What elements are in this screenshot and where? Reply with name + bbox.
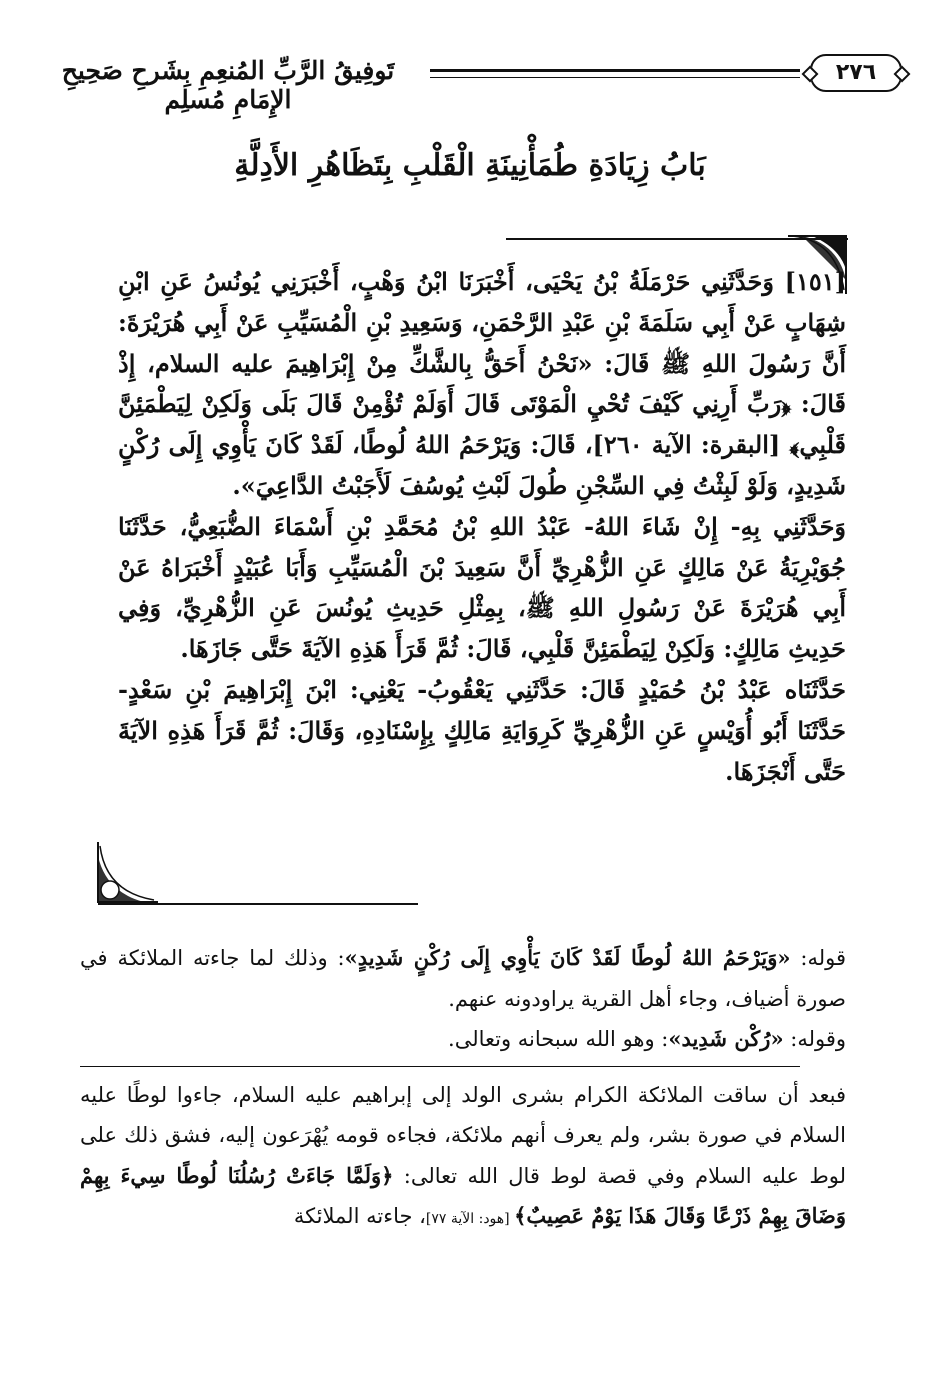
commentary-paragraph [80,1075,846,1240]
quran-reference: [هود: الآية ٧٧] [425,1211,515,1227]
book-title: تَوفِيقُ الرَّبِّ المُنعِمِ بِشَرحِ صَحِيحِ الإِمَامِ مُسلِم [61,56,395,114]
hadith-paragraph: حَدَّثَنَاه عَبْدُ بْنُ حُمَيْدٍ قَالَ: حَدَّثَنِي يَعْقُوبُ- يَعْنِي: ابْنَ إِبْرَاهِيمَ بْنِ سَعْدٍ- حَدَّثَنَا أَبُو أُوَيْسٍ عَنِ الزُّهْرِيِّ كَرِوَايَةِ مَالِكٍ بِإِسْنَادِهِ، وَقَالَ: ثُمَّ قَرَأَ هَذِهِ الآيَةَ حَتَّى أَنْجَزَهَا. [118,674,846,786]
commentary-quote: «رُكْن شَدِيد» [668,1026,784,1051]
hadith-paragraph: وَحَدَّثَنِي بِهِ- إِنْ شَاءَ اللهُ- عَبْدُ اللهِ بْنُ مُحَمَّدِ بْنِ أَسْمَاءَ الضُّبَعِيُّ، حَدَّثَنَا جُوَيْرِيَةُ عَنْ مَالِكٍ عَنِ الزُّهْرِيِّ أَنَّ سَعِيدَ بْنَ الْمُسَيِّبِ وَأَبَا عُبَيْدٍ أَخْبَرَاهُ عَنْ أَبِي هُرَيْرَةَ عَنْ رَسُولِ اللهِ ﷺ، بِمِثْلِ حَدِيثِ يُونُسَ عَنِ الزُّهْرِيِّ، وَفِي حَدِيثِ مَالِكٍ: وَلَكِنْ لِيَطْمَئِنَّ قَلْبِي، قَالَ: ثُمَّ قَرَأَ هَذِهِ الآيَةَ حَتَّى جَازَهَا. [118,511,846,664]
chapter-title: بَابُ زِيَادَةِ طُمَأْنِينَةِ الْقَلْبِ بِتَظَاهُرِ الأَدِلَّةِ [234,148,706,183]
header-rule [430,69,800,72]
hadith-paragraph: [١٥١] وَحَدَّثَنِي حَرْمَلَةُ بْنُ يَحْيَى، أَخْبَرَنَا ابْنُ وَهْبٍ، أَخْبَرَنِي يُونُسُ عَنِ ابْنِ شِهَابٍ عَنْ أَبِي سَلَمَةَ بْنِ عَبْدِ الرَّحْمَنِ، وَسَعِيدِ بْنِ الْمُسَيِّبِ عَنْ أَبِي هُرَيْرَةَ: أَنَّ رَسُولَ اللهِ ﷺ قَالَ: «نَحْنُ أَحَقُّ بِالشَّكِّ مِنْ إِبْرَاهِيمَ عليه السلام، إِذْ قَالَ: ﴿رَبِّ أَرِنِي كَيْفَ تُحْيِ الْمَوْتَى قَالَ أَوَلَمْ تُؤْمِنْ قَالَ بَلَى وَلَكِنْ لِيَطْمَئِنَّ قَلْبِي﴾ [البقرة: الآية ٢٦٠]، قَالَ: وَيَرْحَمُ اللهُ لُوطًا، لَقَدْ كَانَ يَأْوِي إِلَى رُكْنٍ شَدِيدٍ، وَلَوْ لَبِثْتُ فِي السِّجْنِ طُولَ لَبْثِ يُوسُفَ لَأَجَبْتُ الدَّاعِيَ». [118,267,846,500]
commentary-lead: قوله: [790,946,847,970]
corner-ornament-icon [96,842,158,904]
commentary-text: : وهو الله سبحانه وتعالى. [448,1027,669,1051]
commentary-text: : وذلك لما جاءته الملائكة في صورة أضياف، وجاء أهل القرية يراودونه عنهم. [80,946,846,1011]
header-rule-thin [430,77,800,78]
commentary [80,938,846,1240]
section-divider [80,1066,800,1067]
commentary-paragraph [80,938,846,1019]
page-number: ٢٧٦ [810,54,902,92]
quran-quote: ﴿وَلَمَّا جَاءَتْ رُسُلُنَا لُوطًا سِيءَ بِهِمْ وَضَاقَ بِهِمْ ذَرْعًا وَقَالَ هَذَا يَوْمٌ عَصِيبٌ﴾ [80,1162,846,1228]
commentary-paragraph [80,1019,846,1060]
commentary-quote: «وَيَرْحَمُ اللهُ لُوطًا لَقَدْ كَانَ يَأْوِي إِلَى رُكْنٍ شَدِيدٍ» [344,945,791,970]
page-header [58,50,896,114]
commentary-text: فبعد أن ساقت الملائكة الكرام بشرى الولد إلى إبراهيم عليه السلام، جاءوا لوطًا عليه السلام في صورة بشر، ولم يعرف أنهم ملائكة، فجاءه قومه يُهْرَعون إليه، فشق ذلك على لوط عليه السلام وفي قصة لوط قال الله تعالى: [80,1082,846,1188]
commentary-text: ، جاءته الملائكة [293,1204,426,1228]
hadith-text [118,262,846,792]
commentary-lead: وقوله: [783,1027,846,1051]
